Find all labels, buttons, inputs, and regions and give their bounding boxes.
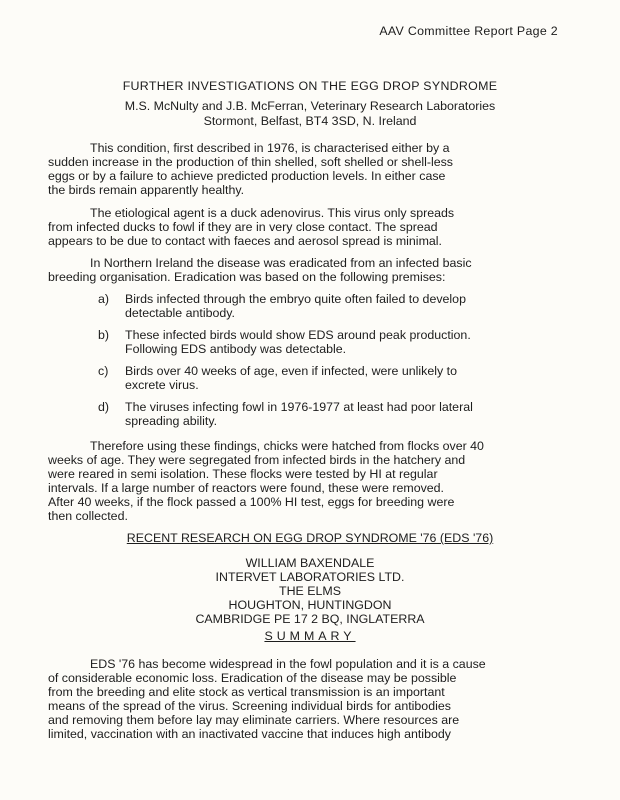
premise-marker: b) [98,328,110,342]
premise-line: Following EDS antibody was detectable. [125,342,347,356]
paragraph-line: of considerable economic loss. Eradication of the disease may be possible [48,671,457,685]
affiliation-line: HOUGHTON, HUNTINGDON [228,598,392,612]
paragraph-line: Therefore using these findings, chicks were hatched from flocks over 40 [90,439,484,453]
paragraph-findings [48,439,568,523]
paragraph-line: weeks of age. They were segregated from infected birds in the hatchery and [48,453,466,467]
premise-line: Birds infected through the embryo quite often failed to develop [125,292,466,306]
premise-line: Birds over 40 weeks of age, even if infected, were unlikely to [125,364,457,378]
paragraph-line: and removing them before lay may eliminate carriers. Where resources are [48,713,460,727]
paragraph-agent [48,206,568,248]
summary-heading: SUMMARY [264,629,356,643]
premise-item [98,364,565,392]
paragraph-intro [48,141,568,197]
paragraph-line: were reared in semi isolation. These flocks were tested by HI at regular [48,467,438,481]
premise-item [98,328,565,356]
premise-marker: c) [98,364,109,378]
paragraph-line: the birds remain apparently healthy. [48,183,245,197]
affiliation-line: WILLIAM BAXENDALE [245,556,375,570]
paragraph-eradication [48,256,568,284]
paragraph-line: EDS '76 has become widespread in the fowl population and it is a cause [90,657,486,671]
paragraph-line: eggs or by a failure to achieve predicted production levels. In either case [48,169,446,183]
paragraph-line: then collected. [48,509,128,523]
paragraph-line: This condition, first described in 1976, is characterised either by a [90,141,450,155]
premise-line: excrete virus. [125,378,199,392]
premise-marker: a) [98,292,110,306]
paragraph-line: After 40 weeks, if the flock passed a 100% HI test, eggs for breeding were [48,495,455,509]
paragraph-line: from infected ducks to fowl if they are in very close contact. The spread [48,220,438,234]
premise-marker: d) [98,400,110,414]
authors-block [0,99,620,129]
paragraph-line: In Northern Ireland the disease was eradicated from an infected basic [90,256,472,270]
affiliation-line: INTERVET LABORATORIES LTD. [215,570,405,584]
premise-line: These infected birds would show EDS around peak production. [125,328,471,342]
paragraph-line: sudden increase in the production of thin shelled, soft shelled or shell-less [48,155,454,169]
authors-line: M.S. McNulty and J.B. McFerran, Veterinary Research Laboratories [124,99,496,113]
paragraph-summary [48,657,568,741]
paragraph-line: from the breeding and elite stock as vertical transmission is an important [48,685,445,699]
affiliation-line: THE ELMS [279,584,341,598]
premise-line: detectable antibody. [125,306,235,320]
section-title: RECENT RESEARCH ON EGG DROP SYNDROME '76 (EDS '76) [126,531,494,545]
author-affiliation [0,556,620,626]
premise-line: The viruses infecting fowl in 1976-1977 at least had poor lateral [125,400,473,414]
paragraph-line: means of the spread of the virus. Screening individual birds for antibodies [48,699,451,713]
paragraph-line: limited, vaccination with an inactivated vaccine that induces high antibody [48,727,451,741]
page-header: AAV Committee Report Page 2 [379,24,558,38]
premise-item [98,400,565,428]
affiliation-line: CAMBRIDGE PE 17 2 BQ, INGLATERRA [195,612,425,626]
paragraph-line: breeding organisation. Eradication was based on the following premises: [48,270,446,284]
premise-item [98,292,565,320]
premise-line: spreading ability. [125,414,218,428]
paragraph-line: appears to be due to contact with faeces and aerosol spread is minimal. [48,234,442,248]
article-title: FURTHER INVESTIGATIONS ON THE EGG DROP SYNDROME [122,79,498,93]
affiliation-line: Stormont, Belfast, BT4 3SD, N. Ireland [203,114,417,128]
paragraph-line: The etiological agent is a duck adenovirus. This virus only spreads [90,206,455,220]
paragraph-line: intervals. If a large number of reactors were found, these were removed. [48,481,445,495]
